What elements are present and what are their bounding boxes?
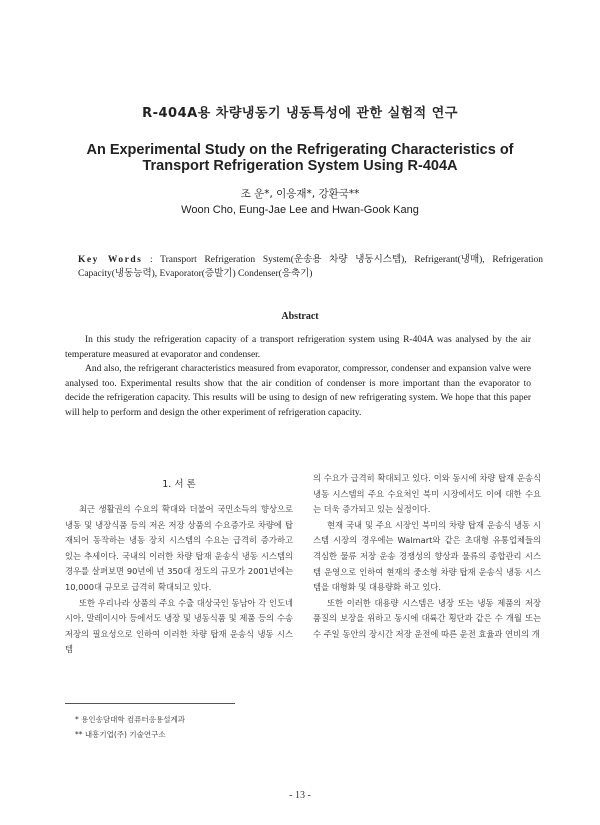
body-paragraph: 현재 국내 및 주요 시장인 북미의 차량 탑재 운송식 냉동 시스템 시장의 경우에는 Walmart와 같은 초대형 유통업체들의 격심한 물류 저장 운송 경쟁성의 향상과 물류의 종합관리 시스템 운영으로 인하여 현재의 중소형 차량 탑재 운송식 냉동 시스템을 대형화 및 대용량화 하고 있다. xyxy=(313,519,541,593)
title-english-line-2: Transport Refrigeration System Using R-404A xyxy=(142,158,458,174)
page-number: - 13 - xyxy=(289,790,311,801)
abstract-paragraph: In this study the refrigeration capacity of a transport refrigeration system using R-404A was analysed by the air temperature measured at evaporator and condenser. xyxy=(65,335,531,360)
right-column xyxy=(313,471,541,643)
keywords xyxy=(78,253,543,281)
authors-english: Woon Cho, Eung-Jae Lee and Hwan-Gook Kang xyxy=(181,204,419,216)
left-column xyxy=(65,502,293,658)
body-paragraph: 또한 이러한 대용량 시스템은 냉장 또는 냉동 제품의 저장 품질의 보장을 위하고 동시에 대륙간 횡단과 같은 수 개월 또는 수 주일 동안의 장시간 저장 운전에 따른 운전 효율과 연비의 개 xyxy=(313,597,541,639)
authors-korean: 조 운*, 이응재*, 강환국** xyxy=(240,188,360,200)
body-paragraph: 최근 생활권의 수요의 확대와 더불어 국민소득의 향상으로 냉동 및 냉장식품 등의 저온 저장 상품의 수요증가로 차량에 탑재되어 동작하는 냉동 장치 시스템의 수요는 급격히 증가하고 있는 추세이다. 국내의 이러한 차량 탑재 운송식 냉동 시스템의 경우를 살펴보면 90년에 년 350대 정도의 규모가 2001년에는 10,000대 규모로 급격히 확대되고 있다. xyxy=(65,504,293,592)
footnote: ** 내흥기업(주) 기술연구소 xyxy=(75,730,166,739)
title-english xyxy=(0,142,600,174)
footnotes xyxy=(75,712,185,742)
keywords-text: : Transport Refrigeration System(운송용 차량 냉동시스템), Refrigerant(냉매), Refrigeration Capacity(냉동능력), Evaporator(증발기) Condenser(응축기) xyxy=(78,255,544,279)
title-korean: R-404A용 차량냉동기 냉동특성에 관한 실험적 연구 xyxy=(142,106,458,121)
abstract-body xyxy=(65,333,531,420)
section-heading-introduction: 1. 서 론 xyxy=(162,479,196,490)
footnote: * 용인송담대학 컴퓨터응용설계과 xyxy=(75,715,185,724)
footnote-divider xyxy=(65,703,235,704)
keywords-label: Key Words xyxy=(78,255,143,265)
abstract-paragraph: And also, the refrigerant characteristics measured from evaporator, compressor, condenser and expansion valve were analysed too. Experimental results show that the air condition of condenser is more important than the evaporator to decide the refrigeration capacity. This results will be using to design of new refrigerating system. We hope that this paper will help to perform and design the other experiment of refrigeration capacity. xyxy=(65,364,531,418)
abstract-heading: Abstract xyxy=(281,311,319,322)
title-english-line-1: An Experimental Study on the Refrigerating Characteristics of xyxy=(86,142,514,158)
body-paragraph: 의 수요가 급격히 확대되고 있다. 이와 동시에 차량 탑재 운송식 냉동 시스템의 주요 수요처인 북미 시장에서도 이에 대한 수요는 더욱 증가되고 있는 실정이다. xyxy=(313,473,541,515)
body-paragraph: 또한 우리나라 상품의 주요 수출 대상국인 동남아 각 인도네시아, 말레이시아 등에서도 냉장 및 냉동식품 및 제품 등의 수송 저장의 필요성으로 인하여 이러한 차량 탑재 운송식 냉동 시스템 xyxy=(65,597,293,655)
